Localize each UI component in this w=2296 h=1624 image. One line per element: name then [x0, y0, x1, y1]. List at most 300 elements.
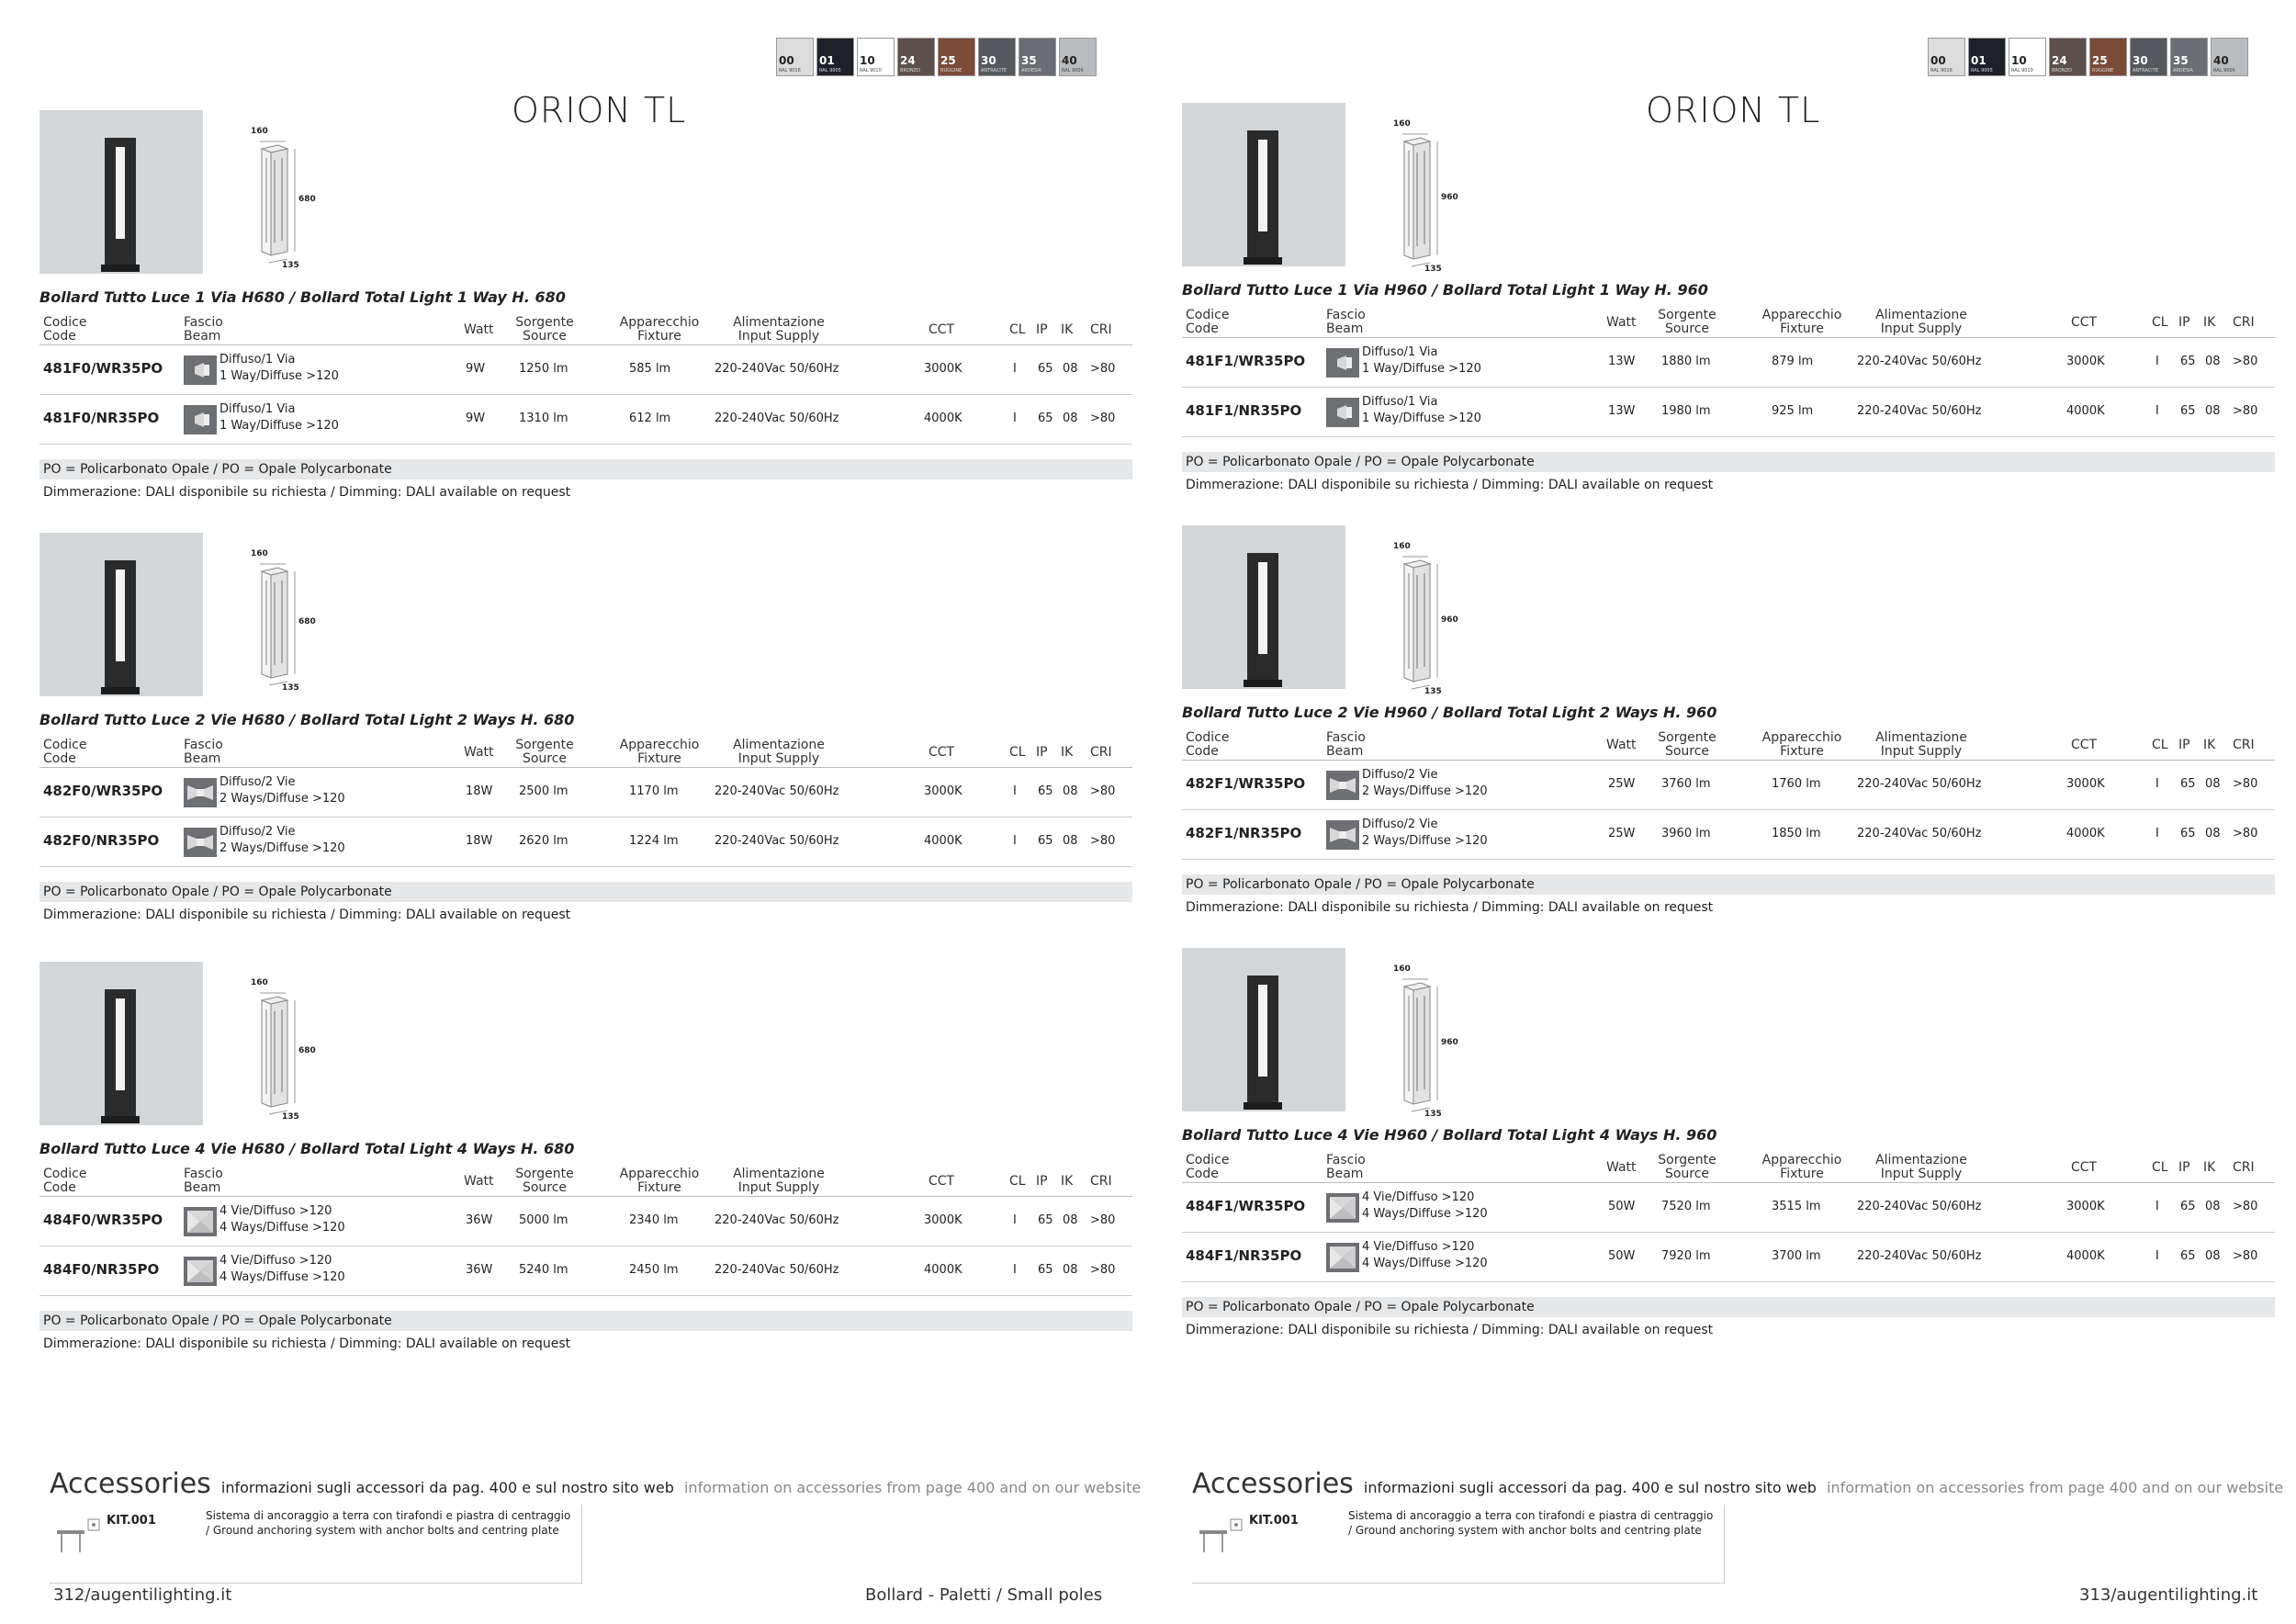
note-polycarbonate: PO = Policarbonato Opale / PO = Opale Polycarbonate: [1182, 874, 2275, 895]
input-supply: 220-240Vac 50/60Hz: [715, 1213, 839, 1227]
fixture-lumens: 612 lm: [629, 412, 671, 425]
accessories-info-it: informazioni sugli accessori da pag. 400 e sul nostro sito web: [220, 1479, 674, 1496]
swatch-ral: ARDESIA: [1021, 68, 1041, 73]
header-cri: CRI: [2233, 315, 2255, 330]
beam-icon: [184, 828, 217, 857]
header-label-en: Input Supply: [1880, 321, 1963, 336]
watt-value: 9W: [466, 412, 486, 425]
finish-swatch: [2089, 38, 2127, 76]
cct-value: 3000K: [924, 1213, 962, 1227]
ip-value: 65: [2180, 404, 2196, 418]
beam-en: 4 Ways/Diffuse >120: [219, 1221, 345, 1235]
cl-value: I: [2155, 355, 2159, 368]
header-label-en: Input Supply: [1880, 744, 1963, 759]
page-number-left: 312/augentilighting.it: [53, 1585, 232, 1605]
fixture-lumens: 2340 lm: [629, 1213, 679, 1227]
cl-value: I: [1013, 412, 1017, 425]
table-row: [39, 345, 1132, 395]
source-lumens: 1980 lm: [1661, 404, 1711, 418]
header-label-en: Source: [1664, 744, 1710, 759]
header-cl: CL: [1009, 1174, 1026, 1189]
table-header: [1182, 729, 2275, 761]
beam-description: [219, 401, 339, 434]
beam-it: Diffuso/1 Via: [1362, 395, 1438, 409]
input-supply: 220-240Vac 50/60Hz: [1857, 1200, 1982, 1213]
cri-value: >80: [2233, 777, 2258, 791]
ik-value: 08: [1063, 1213, 1078, 1227]
header-supply: [1866, 731, 1976, 759]
finish-swatch: [978, 38, 1016, 76]
source-lumens: 5240 lm: [519, 1263, 568, 1277]
watt-value: 36W: [466, 1263, 493, 1277]
ip-value: 65: [1038, 834, 1053, 848]
header-label-en: Source: [522, 329, 568, 344]
product-photo: [39, 110, 203, 274]
header-ip: IP: [2178, 315, 2190, 330]
cct-value: 4000K: [924, 412, 962, 425]
header-label-it: Fascio: [184, 1167, 223, 1181]
swatch-ral: ANTRACITE: [981, 68, 1007, 73]
product-code: 481F1/NR35PO: [1186, 402, 1302, 419]
cri-value: >80: [2233, 827, 2258, 840]
beam-en: 1 Way/Diffuse >120: [219, 369, 339, 383]
product-code: 482F1/NR35PO: [1186, 825, 1302, 841]
header-ik: IK: [1061, 322, 1074, 337]
header-cct: CCT: [929, 322, 955, 337]
header-beam: [1326, 309, 1366, 336]
beam-description: [1362, 1190, 1488, 1223]
header-label-it: Codice: [43, 1167, 87, 1181]
cl-value: I: [2155, 777, 2159, 791]
swatch-code: 00: [1930, 54, 1946, 67]
header-supply: [724, 739, 834, 766]
product-code: 484F0/WR35PO: [43, 1212, 163, 1228]
kit-code: KIT.001: [107, 1514, 156, 1528]
dimension-height: 960: [1441, 1038, 1458, 1047]
finish-swatch: [776, 38, 814, 76]
ik-value: 08: [2205, 1249, 2221, 1263]
note-polycarbonate: PO = Policarbonato Opale / PO = Opale Polycarbonate: [39, 1311, 1132, 1331]
header-label-it: Codice: [43, 738, 87, 752]
dimension-width: 160: [1393, 119, 1411, 129]
finish-swatch: [2130, 38, 2167, 76]
header-watt: Watt: [464, 1174, 494, 1189]
header-label-it: Apparecchio: [619, 738, 700, 752]
accessories-info-it: informazioni sugli accessori da pag. 400 e sul nostro sito web: [1363, 1479, 1817, 1496]
swatch-code: 25: [2092, 54, 2108, 67]
finish-swatches: [776, 38, 1097, 76]
finish-swatch: [2211, 38, 2248, 76]
swatch-ral: RAL 9010: [860, 68, 882, 73]
beam-en: 4 Ways/Diffuse >120: [1362, 1207, 1488, 1221]
beam-it: Diffuso/1 Via: [219, 353, 296, 367]
source-lumens: 2620 lm: [519, 834, 568, 848]
source-lumens: 7920 lm: [1661, 1249, 1711, 1263]
header-label-it: Alimentazione: [1875, 1153, 1967, 1167]
header-cri: CRI: [1090, 322, 1112, 337]
header-fixture: [1751, 731, 1852, 759]
header-cri: CRI: [1090, 1174, 1112, 1189]
swatch-code: 00: [779, 54, 794, 67]
fixture-lumens: 1170 lm: [629, 784, 679, 798]
input-supply: 220-240Vac 50/60Hz: [1857, 777, 1982, 791]
header-cl: CL: [2152, 315, 2168, 330]
input-supply: 220-240Vac 50/60Hz: [1857, 404, 1982, 418]
table-row: [1182, 810, 2275, 860]
swatch-code: 35: [2173, 54, 2189, 67]
series-title: ORION TL: [512, 90, 687, 130]
spec-table: [39, 314, 1132, 445]
finish-swatch: [897, 38, 935, 76]
beam-en: 4 Ways/Diffuse >120: [1362, 1257, 1488, 1270]
header-source: [508, 739, 581, 766]
beam-description: [219, 352, 339, 385]
table-row: [1182, 338, 2275, 388]
header-supply: [1866, 1154, 1976, 1181]
table-row: [1182, 1233, 2275, 1282]
cl-value: I: [2155, 404, 2159, 418]
input-supply: 220-240Vac 50/60Hz: [715, 1263, 839, 1277]
header-code: [1186, 1154, 1229, 1181]
watt-value: 25W: [1608, 827, 1636, 840]
swatch-code: 24: [2052, 54, 2067, 67]
beam-description: [1362, 817, 1488, 850]
watt-value: 50W: [1608, 1200, 1636, 1213]
accessories-title: Accessories: [50, 1468, 211, 1500]
source-lumens: 1310 lm: [519, 412, 568, 425]
page-number-right: 313/augentilighting.it: [2079, 1585, 2258, 1605]
header-fixture: [609, 739, 710, 766]
ip-value: 65: [2180, 827, 2196, 840]
beam-icon: [1326, 820, 1359, 850]
dimension-drawing: [1384, 542, 1467, 696]
header-cl: CL: [2152, 738, 2168, 752]
header-label-en: Code: [43, 1180, 76, 1195]
cl-value: I: [2155, 1200, 2159, 1213]
header-supply: [724, 316, 834, 344]
swatch-ral: RAL 9016: [779, 68, 801, 73]
kit-description: Sistema di ancoraggio a terra con tirafondi e piastra di centraggio / Ground anchoring system with anchor bolts and centring plate: [1348, 1509, 1714, 1537]
cri-value: >80: [1090, 784, 1116, 798]
header-label-en: Fixture: [637, 329, 681, 344]
dimension-depth: 135: [282, 683, 299, 693]
watt-value: 25W: [1608, 777, 1636, 791]
ip-value: 65: [1038, 1263, 1053, 1277]
fixture-lumens: 3700 lm: [1772, 1249, 1821, 1263]
finish-swatch: [2170, 38, 2208, 76]
header-label-it: Alimentazione: [1875, 308, 1967, 322]
header-source: [1650, 1154, 1724, 1181]
cct-value: 4000K: [2066, 404, 2105, 418]
header-label-it: Sorgente: [1658, 308, 1716, 322]
beam-it: Diffuso/2 Vie: [1362, 818, 1438, 831]
ik-value: 08: [2205, 355, 2221, 368]
beam-it: Diffuso/2 Vie: [1362, 768, 1438, 782]
finish-swatch: [938, 38, 975, 76]
swatch-code: 01: [1971, 54, 1986, 67]
ip-value: 65: [1038, 784, 1053, 798]
header-source: [1650, 731, 1724, 759]
accessory-kit: [50, 1505, 582, 1584]
header-label-en: Code: [1186, 744, 1219, 759]
watt-value: 13W: [1608, 404, 1636, 418]
header-label-en: Code: [43, 751, 76, 766]
beam-it: Diffuso/2 Vie: [219, 775, 296, 789]
header-fixture: [1751, 309, 1852, 336]
header-label-en: Source: [1664, 321, 1710, 336]
spec-table: [1182, 307, 2275, 437]
fixture-lumens: 2450 lm: [629, 1263, 679, 1277]
dimension-depth: 135: [1424, 265, 1442, 274]
cl-value: I: [1013, 784, 1017, 798]
fixture-lumens: 1850 lm: [1772, 827, 1821, 840]
cct-value: 4000K: [2066, 827, 2105, 840]
header-cri: CRI: [2233, 738, 2255, 752]
dimension-height: 680: [298, 617, 316, 626]
beam-en: 2 Ways/Diffuse >120: [219, 792, 345, 806]
spec-table: [1182, 1152, 2275, 1282]
header-label-en: Fixture: [1780, 321, 1824, 336]
header-code: [43, 316, 86, 344]
header-label-it: Apparecchio: [619, 315, 700, 330]
header-label-it: Fascio: [1326, 1153, 1366, 1167]
dimension-width: 160: [1393, 964, 1411, 974]
header-beam: [1326, 1154, 1366, 1181]
accessories-info-en: information on accessories from page 400 and on our website: [1826, 1479, 2284, 1496]
header-cct: CCT: [2071, 738, 2098, 752]
header-cct: CCT: [929, 1174, 955, 1189]
header-code: [1186, 309, 1229, 336]
product-code: 481F0/WR35PO: [43, 360, 163, 377]
header-label-en: Beam: [184, 751, 221, 766]
header-label-en: Beam: [1326, 744, 1364, 759]
swatch-code: 25: [940, 54, 956, 67]
beam-icon: [184, 1257, 217, 1286]
fixture-lumens: 925 lm: [1772, 404, 1814, 418]
ik-value: 08: [1063, 834, 1078, 848]
cl-value: I: [1013, 1263, 1017, 1277]
header-beam: [1326, 731, 1366, 759]
header-label-en: Beam: [1326, 321, 1364, 336]
note-polycarbonate: PO = Policarbonato Opale / PO = Opale Polycarbonate: [39, 459, 1132, 479]
product-photo: [39, 962, 203, 1125]
watt-value: 50W: [1608, 1249, 1636, 1263]
fixture-lumens: 1224 lm: [629, 834, 679, 848]
table-header: [39, 314, 1132, 345]
cri-value: >80: [2233, 1200, 2258, 1213]
beam-it: Diffuso/1 Via: [219, 402, 296, 416]
cri-value: >80: [1090, 1213, 1116, 1227]
swatch-code: 10: [2011, 54, 2027, 67]
dimension-depth: 135: [282, 261, 299, 270]
product-title: Bollard Tutto Luce 1 Via H960 / Bollard Total Light 1 Way H. 960: [1182, 281, 1708, 299]
kit-code: KIT.001: [1249, 1514, 1299, 1528]
product-code: 482F0/NR35PO: [43, 832, 160, 849]
product-title: Bollard Tutto Luce 4 Vie H960 / Bollard Total Light 4 Ways H. 960: [1182, 1126, 1717, 1144]
table-header: [39, 737, 1132, 768]
cl-value: I: [1013, 834, 1017, 848]
cct-value: 4000K: [924, 1263, 962, 1277]
header-label-it: Codice: [1186, 308, 1230, 322]
header-cri: CRI: [2233, 1160, 2255, 1175]
header-label-it: Fascio: [1326, 308, 1366, 322]
note-dimming: Dimmerazione: DALI disponibile su richiesta / Dimming: DALI available on request: [43, 1336, 571, 1351]
spec-table: [39, 737, 1132, 867]
input-supply: 220-240Vac 50/60Hz: [1857, 355, 1982, 368]
header-label-en: Code: [43, 329, 76, 344]
product-code: 484F1/NR35PO: [1186, 1247, 1302, 1264]
product-code: 482F0/WR35PO: [43, 783, 163, 799]
finish-swatch: [816, 38, 854, 76]
finish-swatch: [2049, 38, 2087, 76]
finish-swatch: [857, 38, 895, 76]
cct-value: 4000K: [2066, 1249, 2105, 1263]
header-label-en: Fixture: [1780, 1167, 1824, 1181]
dimension-drawing: [1384, 119, 1467, 274]
beam-description: [1362, 1239, 1488, 1272]
header-label-en: Source: [1664, 1167, 1710, 1181]
beam-icon: [1326, 348, 1359, 378]
header-label-it: Alimentazione: [733, 1167, 825, 1181]
cri-value: >80: [1090, 1263, 1116, 1277]
watt-value: 18W: [466, 784, 493, 798]
product-photo: [1182, 103, 1345, 266]
swatch-ral: RAL 9016: [1930, 68, 1953, 73]
dimension-drawing: [242, 129, 324, 276]
series-title: ORION TL: [1646, 90, 1821, 130]
header-code: [43, 739, 86, 766]
finish-swatch: [2009, 38, 2046, 76]
header-label-it: Fascio: [1326, 730, 1366, 745]
swatch-code: 30: [2133, 54, 2148, 67]
finish-swatch: [1928, 38, 1965, 76]
header-supply: [724, 1167, 834, 1195]
swatch-ral: BRONZO: [2052, 68, 2072, 73]
product-code: 481F0/NR35PO: [43, 410, 160, 426]
note-dimming: Dimmerazione: DALI disponibile su richiesta / Dimming: DALI available on request: [43, 485, 571, 500]
swatch-ral: BRONZO: [900, 68, 920, 73]
source-lumens: 3960 lm: [1661, 827, 1711, 840]
cct-value: 4000K: [924, 834, 962, 848]
watt-value: 13W: [1608, 355, 1636, 368]
anchor-kit-icon: [1196, 1512, 1245, 1558]
dimension-drawing: [1384, 964, 1467, 1119]
dimension-drawing: [242, 551, 324, 698]
ip-value: 65: [2180, 355, 2196, 368]
spec-table: [39, 1166, 1132, 1296]
product-photo: [39, 533, 203, 696]
ik-value: 08: [1063, 1263, 1078, 1277]
swatch-ral: RAL 9006: [2213, 68, 2235, 73]
dimension-width: 160: [251, 978, 268, 987]
swatch-ral: RAL 9005: [819, 68, 841, 73]
product-photo: [1182, 525, 1345, 689]
header-label-it: Fascio: [184, 315, 223, 330]
bollard-image-icon: [1247, 130, 1278, 259]
note-dimming: Dimmerazione: DALI disponibile su richiesta / Dimming: DALI available on request: [1186, 478, 1714, 492]
finish-swatch: [1059, 38, 1097, 76]
header-label-it: Apparecchio: [1761, 308, 1842, 322]
finish-swatch: [1019, 38, 1056, 76]
swatch-ral: ARDESIA: [2173, 68, 2193, 73]
input-supply: 220-240Vac 50/60Hz: [715, 834, 839, 848]
header-label-it: Fascio: [184, 738, 223, 752]
header-label-en: Code: [1186, 1167, 1219, 1181]
swatch-ral: RAL 9005: [1971, 68, 1993, 73]
beam-description: [219, 1203, 345, 1236]
swatch-code: 01: [819, 54, 835, 67]
ik-value: 08: [1063, 784, 1078, 798]
dimension-height: 960: [1441, 193, 1458, 202]
beam-icon: [184, 778, 217, 807]
input-supply: 220-240Vac 50/60Hz: [715, 784, 839, 798]
ik-value: 08: [2205, 404, 2221, 418]
fixture-lumens: 585 lm: [629, 362, 671, 376]
spec-table: [1182, 729, 2275, 860]
header-ik: IK: [1061, 1174, 1074, 1189]
header-label-en: Fixture: [637, 1180, 681, 1195]
header-label-it: Alimentazione: [1875, 730, 1967, 745]
header-label-en: Input Supply: [737, 329, 820, 344]
product-code: 481F1/WR35PO: [1186, 353, 1306, 369]
bollard-image-icon: [105, 560, 136, 689]
fixture-lumens: 3515 lm: [1772, 1200, 1821, 1213]
header-label-it: Sorgente: [515, 315, 574, 330]
header-cct: CCT: [2071, 1160, 2098, 1175]
header-label-en: Source: [522, 751, 568, 766]
swatch-code: 35: [1021, 54, 1037, 67]
swatch-code: 40: [2213, 54, 2229, 67]
header-cl: CL: [2152, 1160, 2168, 1175]
dimension-height: 680: [298, 195, 316, 204]
header-fixture: [609, 316, 710, 344]
header-beam: [184, 739, 223, 766]
header-cct: CCT: [2071, 315, 2098, 330]
ik-value: 08: [2205, 827, 2221, 840]
anchor-kit-icon: [53, 1512, 103, 1558]
bollard-image-icon: [105, 989, 136, 1118]
cri-value: >80: [1090, 834, 1116, 848]
watt-value: 36W: [466, 1213, 493, 1227]
header-source: [508, 316, 581, 344]
input-supply: 220-240Vac 50/60Hz: [715, 362, 839, 376]
cct-value: 3000K: [2066, 355, 2105, 368]
right-page: [1148, 0, 2296, 1624]
beam-it: 4 Vie/Diffuso >120: [219, 1204, 332, 1218]
input-supply: 220-240Vac 50/60Hz: [1857, 1249, 1982, 1263]
header-cl: CL: [1009, 322, 1026, 337]
finish-swatch: [1968, 38, 2006, 76]
header-label-en: Beam: [1326, 1167, 1364, 1181]
product-code: 484F0/NR35PO: [43, 1261, 160, 1278]
header-label-en: Code: [1186, 321, 1219, 336]
note-dimming: Dimmerazione: DALI disponibile su richiesta / Dimming: DALI available on request: [1186, 1323, 1714, 1337]
header-label-it: Codice: [1186, 1153, 1230, 1167]
header-fixture: [1751, 1154, 1852, 1181]
swatch-code: 24: [900, 54, 916, 67]
ip-value: 65: [1038, 1213, 1053, 1227]
bollard-image-icon: [105, 138, 136, 266]
header-fixture: [609, 1167, 710, 1195]
table-header: [1182, 307, 2275, 338]
beam-description: [1362, 767, 1488, 800]
beam-icon: [184, 1207, 217, 1236]
dimension-height: 680: [298, 1046, 316, 1055]
table-row: [39, 1246, 1132, 1296]
header-watt: Watt: [1606, 315, 1637, 330]
beam-it: 4 Vie/Diffuso >120: [1362, 1240, 1475, 1254]
table-row: [39, 395, 1132, 445]
